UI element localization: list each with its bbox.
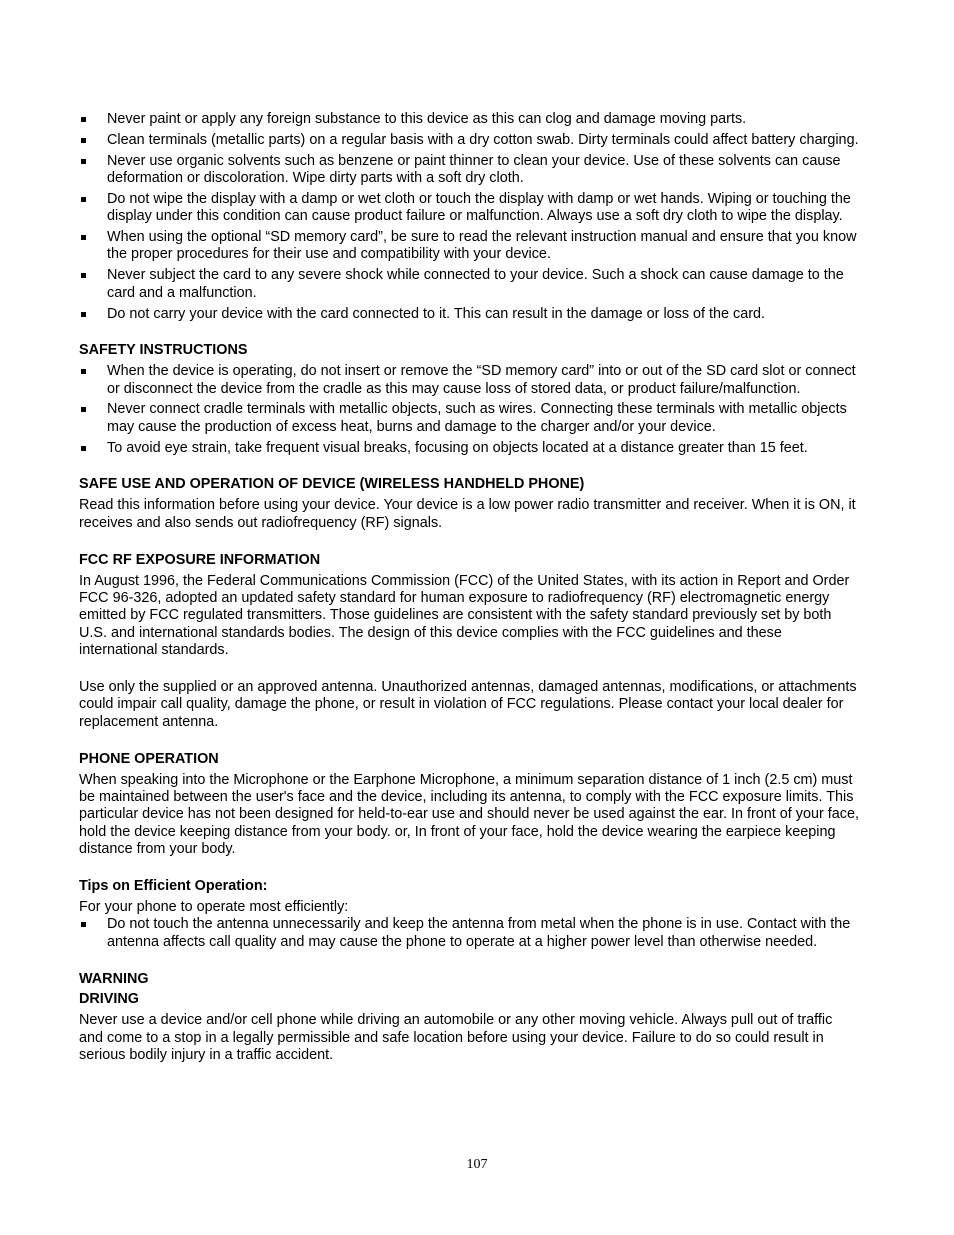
phone-operation-paragraph: When speaking into the Microphone or the Earphone Microphone, a minimum separation distance of 1 inch (2.5 cm) must be maintained between the user's face and the device, including its antenna, to comply with the FCC exposure limits. This particular device has not been designed for held-to-ear use and should never be used against the ear. In front of your face, hold the device keeping distance from your body. or, In front of your face, hold the device wearing the earpiece keeping distance from your body. (79, 771, 859, 858)
list-item: To avoid eye strain, take frequent visual breaks, focusing on objects located at a distance greater than 15 feet. (79, 440, 859, 457)
tips-bullet-list (79, 916, 859, 951)
fcc-paragraph-2: Use only the supplied or an approved antenna. Unauthorized antennas, damaged antennas, modifications, or attachments could impair call quality, damage the phone, or result in violation of FCC regulations. Please contact your local dealer for replacement antenna. (79, 679, 857, 730)
driving-subheading: DRIVING (79, 991, 139, 1008)
intro-bullet-list (79, 111, 859, 323)
page-number: 107 (466, 1157, 488, 1172)
safety-bullet-list (79, 363, 859, 457)
safety-instructions-heading: SAFETY INSTRUCTIONS (79, 342, 248, 359)
list-item: When the device is operating, do not insert or remove the “SD memory card” into or out of the SD card slot or connect or disconnect the device from the cradle as this may cause loss of stored data, or product failure/malfunction. (79, 363, 859, 398)
fcc-paragraph-1: In August 1996, the Federal Communications Commission (FCC) of the United States, with its action in Report and Order FCC 96-326, adopted an updated safety standard for human exposure to radiofrequency (RF) electromagnetic energy emitted by FCC regulated transmitters. Those guidelines are consistent with the safety standard previously set by both U.S. and international standards bodies. The design of this device complies with the FCC guidelines and these international standards. (79, 572, 850, 658)
driving-paragraph: Never use a device and/or cell phone while driving an automobile or any other moving vehicle. Always pull out of traffic and come to a stop in a legally permissible and safe location before using your device. Failure to do so could result in serious bodily injury in a traffic accident. (79, 1012, 833, 1063)
phone-operation-heading: PHONE OPERATION (79, 751, 219, 768)
list-item: When using the optional “SD memory card”, be sure to read the relevant instruction manual and ensure that you know the proper procedures for their use and compatibility with your device. (79, 229, 859, 264)
document-page (79, 111, 859, 1064)
list-item: Do not wipe the display with a damp or wet cloth or touch the display with damp or wet hands. Wiping or touching the display under this condition can cause product failure or malfunction. Always use a soft dry cloth to wipe the display. (79, 191, 859, 226)
warning-heading: WARNING (79, 970, 149, 987)
safe-use-paragraph: Read this information before using your device. Your device is a low power radio transmitter and receiver. When it is ON, it receives and also sends out radiofrequency (RF) signals. (79, 497, 856, 531)
tips-intro: For your phone to operate most efficiently: (79, 899, 349, 916)
list-item: Clean terminals (metallic parts) on a regular basis with a dry cotton swab. Dirty terminals could affect battery charging. (79, 132, 859, 149)
list-item: Do not carry your device with the card connected to it. This can result in the damage or loss of the card. (79, 306, 859, 323)
list-item: Never connect cradle terminals with metallic objects, such as wires. Connecting these terminals with metallic objects may cause the production of excess heat, burns and damage to the charger and/or your device. (79, 401, 859, 436)
safe-use-heading: SAFE USE AND OPERATION OF DEVICE (WIRELESS HANDHELD PHONE) (79, 476, 585, 493)
list-item: Never paint or apply any foreign substance to this device as this can clog and damage moving parts. (79, 111, 859, 128)
list-item: Never subject the card to any severe shock while connected to your device. Such a shock can cause damage to the card and a malfunction. (79, 267, 859, 302)
fcc-heading: FCC RF EXPOSURE INFORMATION (79, 551, 321, 568)
list-item: Do not touch the antenna unnecessarily and keep the antenna from metal when the phone is in use. Contact with the antenna affects call quality and may cause the phone to operate at a higher power level than otherwise needed. (79, 916, 859, 951)
list-item: Never use organic solvents such as benzene or paint thinner to clean your device. Use of these solvents can cause deformation or discoloration. Wipe dirty parts with a soft dry cloth. (79, 153, 859, 188)
tips-heading: Tips on Efficient Operation: (79, 878, 268, 895)
